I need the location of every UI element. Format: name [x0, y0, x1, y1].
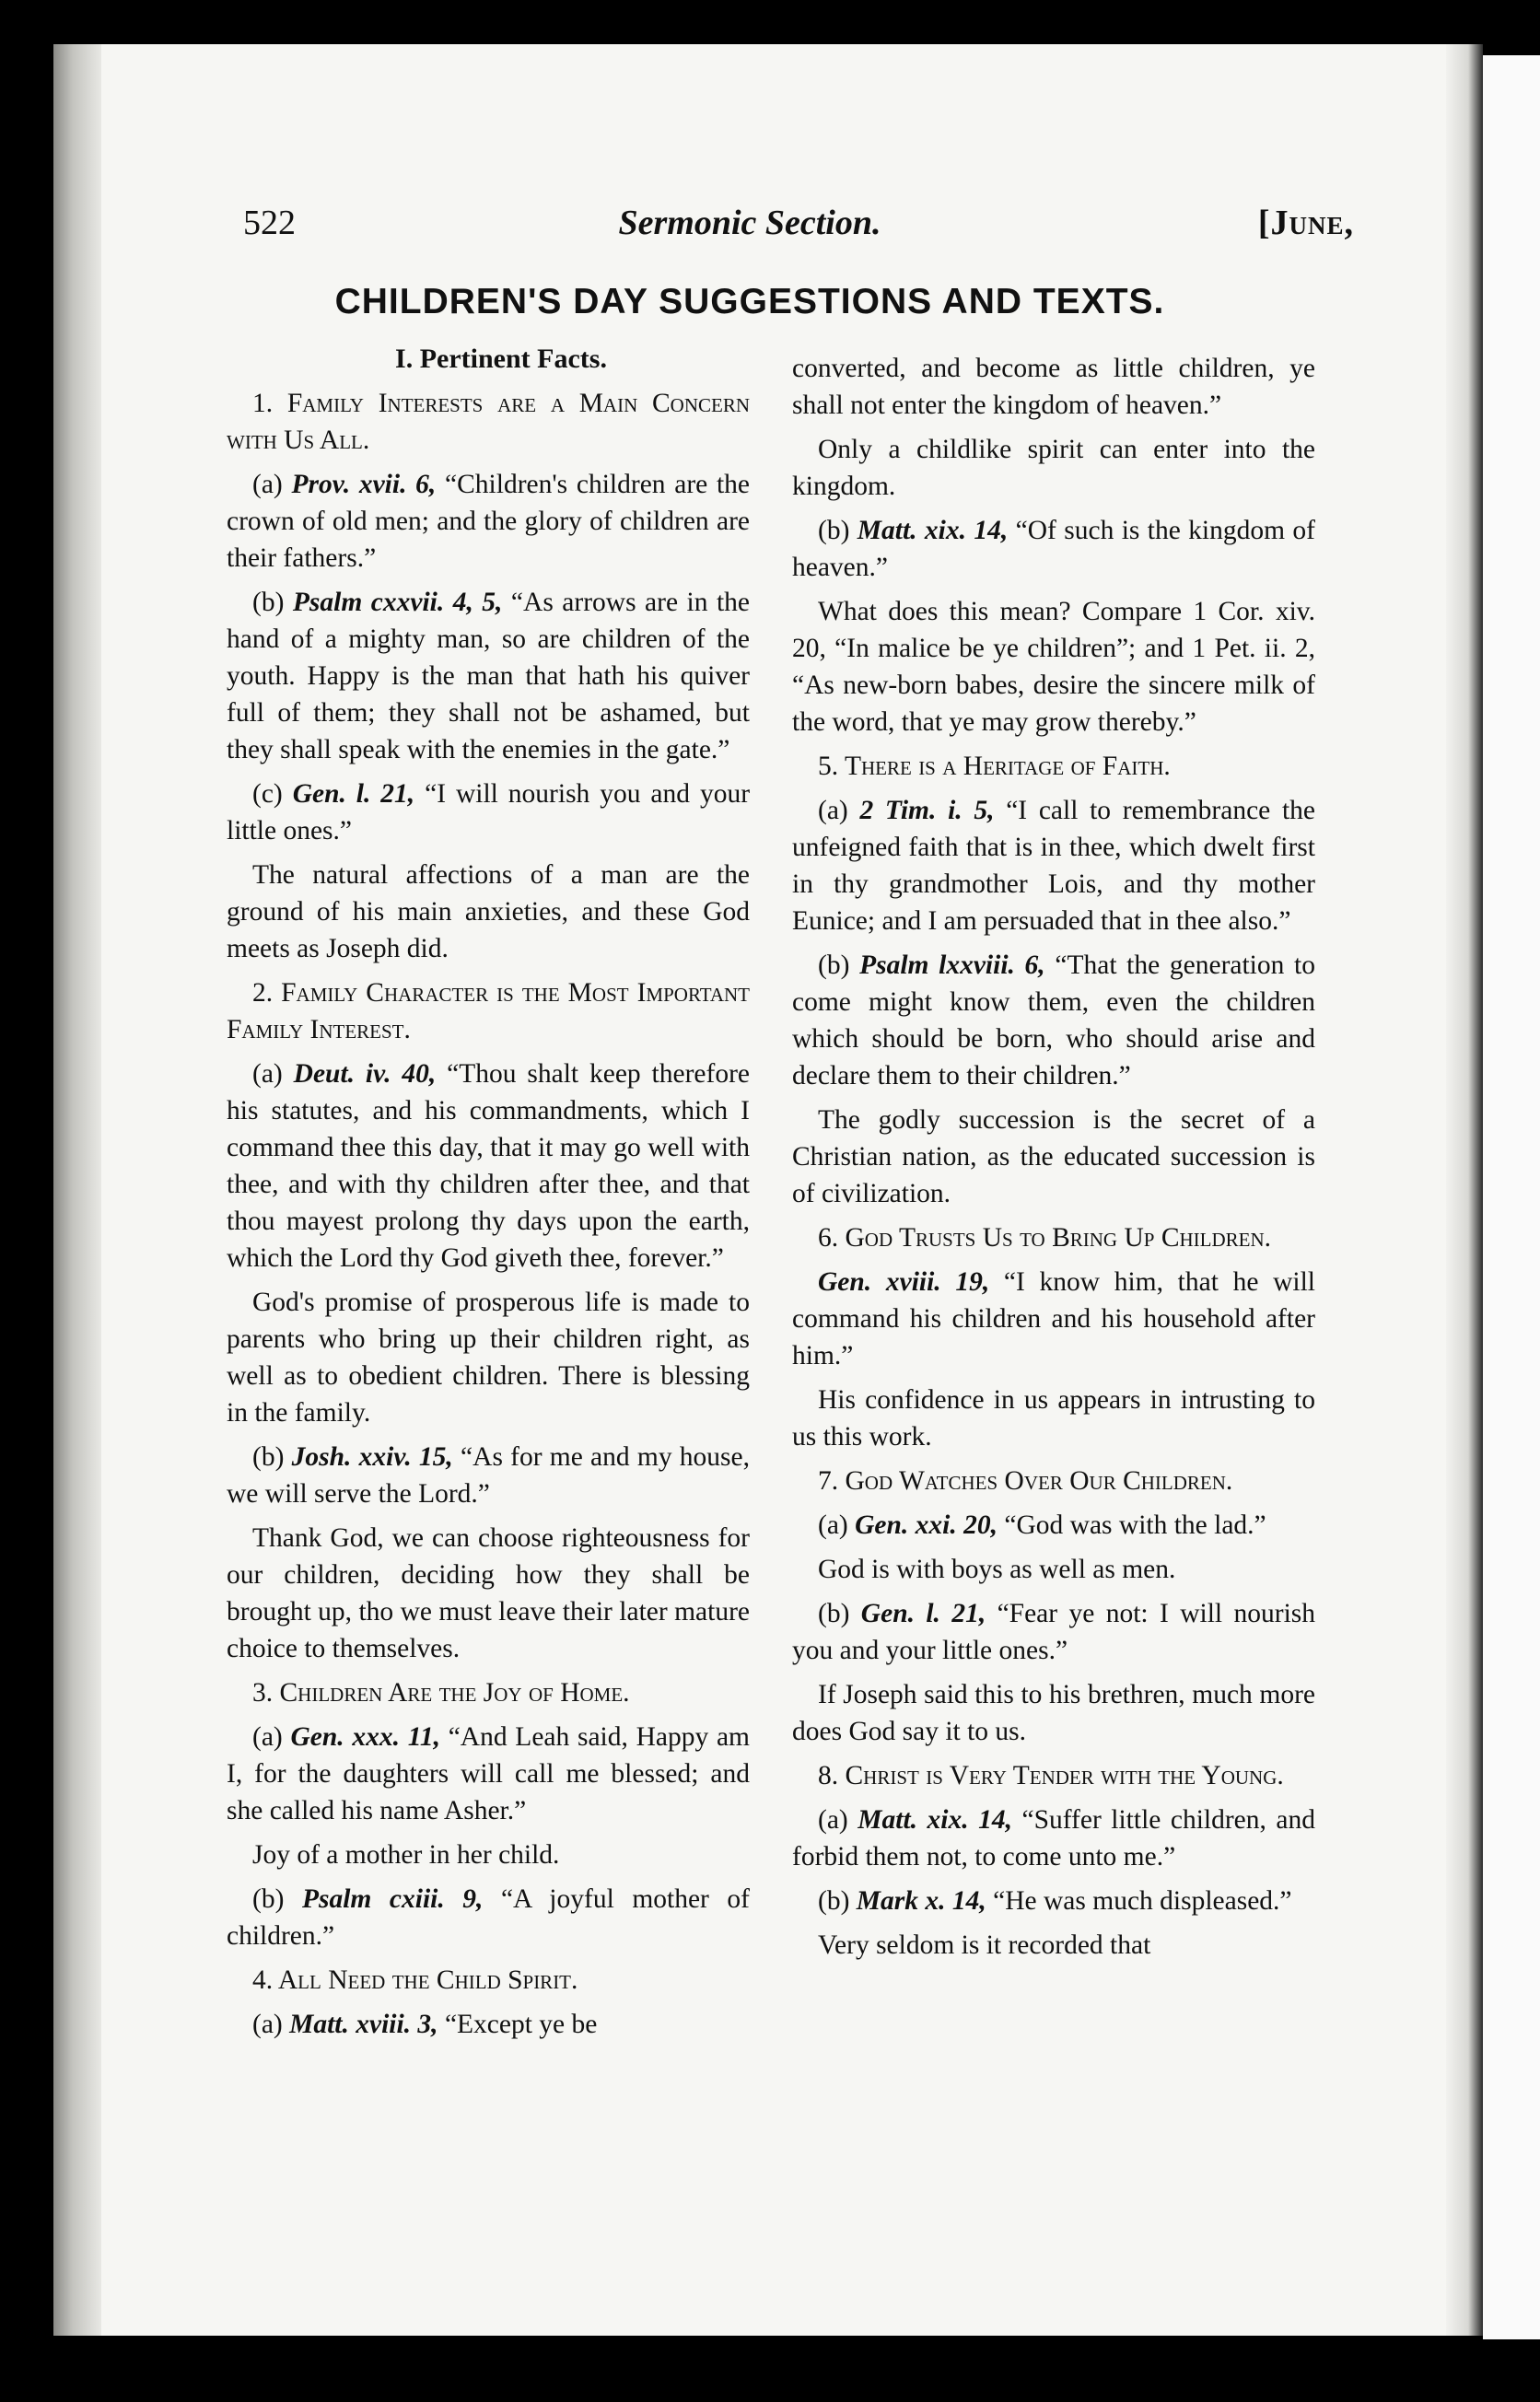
right-column	[792, 350, 1315, 1971]
facing-page-strip	[1483, 55, 1540, 2339]
scripture-paragraph: (a) Gen. xxi. 20, “God was with the lad.”	[818, 1510, 1266, 1540]
commentary-paragraph: Only a childlike spirit can enter into the kingdom.	[792, 435, 1315, 501]
commentary-paragraph: What does this mean? Compare 1 Cor. xiv. 20, “In malice be ye children”; and 1 Pet. ii. 2, “As new-born babes, desire the sincere milk of the word, that ye may grow thereby.”	[792, 597, 1315, 737]
running-header	[53, 155, 1446, 242]
topic-heading: 1. Family Interests are a Main Concern with Us All.	[227, 389, 750, 455]
scripture-paragraph: (a) Matt. xix. 14, “Suffer little children, and forbid them not, to come unto me.”	[792, 1805, 1316, 1871]
scripture-paragraph: (b) Matt. xix. 14, “Of such is the kingdom of heaven.”	[792, 516, 1316, 582]
scripture-paragraph: (b) Psalm cxxvii. 4, 5, “As arrows are in the hand of a mighty man, so are children of the youth. Happy is the man that hath his quiver full of them; they shall not be ashamed, but they shall speak with the enemies in the gate.”	[227, 588, 750, 764]
scripture-paragraph: (b) Gen. l. 21, “Fear ye not: I will nourish you and your little ones.”	[792, 1599, 1316, 1665]
scripture-paragraph: (b) Mark x. 14, “He was much displeased.”	[818, 1886, 1292, 1916]
topic-heading: 8. Christ is Very Tender with the Young.	[818, 1761, 1284, 1790]
scripture-paragraph: (b) Psalm lxxviii. 6, “That the generation to come might know them, even the children which should be born, who should arise and declare them to their children.”	[792, 950, 1315, 1090]
topic-heading: 3. Children Are the Joy of Home.	[252, 1678, 630, 1708]
continued-paragraph: converted, and become as little children, ye shall not enter the kingdom of heaven.”	[792, 354, 1315, 420]
scripture-paragraph: (b) Psalm cxiii. 9, “A joyful mother of children.”	[227, 1884, 751, 1951]
commentary-paragraph: God's promise of prosperous life is made to parents who bring up their children right, as well as to obedient children. There is blessing in the family.	[227, 1288, 750, 1428]
page-edge-shadow	[1446, 44, 1483, 2336]
commentary-paragraph: God is with boys as well as men.	[818, 1555, 1176, 1584]
scripture-paragraph: (a) Deut. iv. 40, “Thou shalt keep therefore his statutes, and his commandments, which I command thee this day, that it may go well with thee, and with thy children after thee, and that thou mayest prolong thy days upon the earth, which the Lord thy God giveth thee, forever.”	[227, 1059, 750, 1273]
scripture-paragraph: Gen. xviii. 19, “I know him, that he will command his children and his household after him.”	[792, 1267, 1315, 1370]
article-title: CHILDREN'S DAY SUGGESTIONS AND TEXTS.	[334, 282, 1165, 321]
commentary-paragraph: Very seldom is it recorded that	[818, 1930, 1151, 1960]
topic-heading: 7. God Watches Over Our Children.	[818, 1466, 1233, 1496]
topic-heading: 6. God Trusts Us to Bring Up Children.	[818, 1223, 1272, 1253]
page-gutter	[53, 44, 101, 2336]
section-title: Sermonic Section.	[618, 204, 881, 242]
subheading: I. Pertinent Facts.	[395, 344, 607, 374]
topic-heading: 5. There is a Heritage of Faith.	[818, 752, 1171, 781]
left-column	[227, 341, 750, 2050]
topic-heading: 2. Family Character is the Most Important Family Interest.	[227, 978, 750, 1044]
commentary-paragraph: If Joseph said this to his brethren, much more does God say it to us.	[792, 1680, 1315, 1746]
commentary-paragraph: The natural affections of a man are the ground of his main anxieties, and these God meets as Joseph did.	[227, 860, 750, 963]
scripture-paragraph: (a) Matt. xviii. 3, “Except ye be	[252, 2010, 598, 2039]
page-number: 522	[243, 204, 296, 242]
topic-heading: 4. All Need the Child Spirit.	[252, 1965, 578, 1995]
commentary-paragraph: Joy of a mother in her child.	[252, 1840, 560, 1870]
scripture-paragraph: (a) 2 Tim. i. 5, “I call to remembrance the unfeigned faith that is in thee, which dwelt first in thy grandmother Lois, and thy mother Eunice; and I am persuaded that in thee also.”	[792, 796, 1316, 936]
header-month: [June,	[1257, 204, 1354, 242]
commentary-paragraph: Thank God, we can choose righteousness for our children, deciding how they shall be brought up, tho we must leave their later mature choice to themselves.	[227, 1523, 750, 1663]
scripture-paragraph: (b) Josh. xxiv. 15, “As for me and my house, we will serve the Lord.”	[227, 1442, 750, 1509]
book-page	[53, 44, 1446, 2336]
commentary-paragraph: The godly succession is the secret of a Christian nation, as the educated succession is of civilization.	[792, 1105, 1315, 1208]
scripture-paragraph: (c) Gen. l. 21, “I will nourish you and your little ones.”	[227, 779, 751, 845]
scripture-paragraph: (a) Gen. xxx. 11, “And Leah said, Happy am I, for the daughters will call me blessed; and she called his name Asher.”	[227, 1722, 750, 1825]
scripture-paragraph: (a) Prov. xvii. 6, “Children's children are the crown of old men; and the glory of children are their fathers.”	[227, 470, 751, 573]
commentary-paragraph: His confidence in us appears in intrusting to us this work.	[792, 1385, 1315, 1452]
